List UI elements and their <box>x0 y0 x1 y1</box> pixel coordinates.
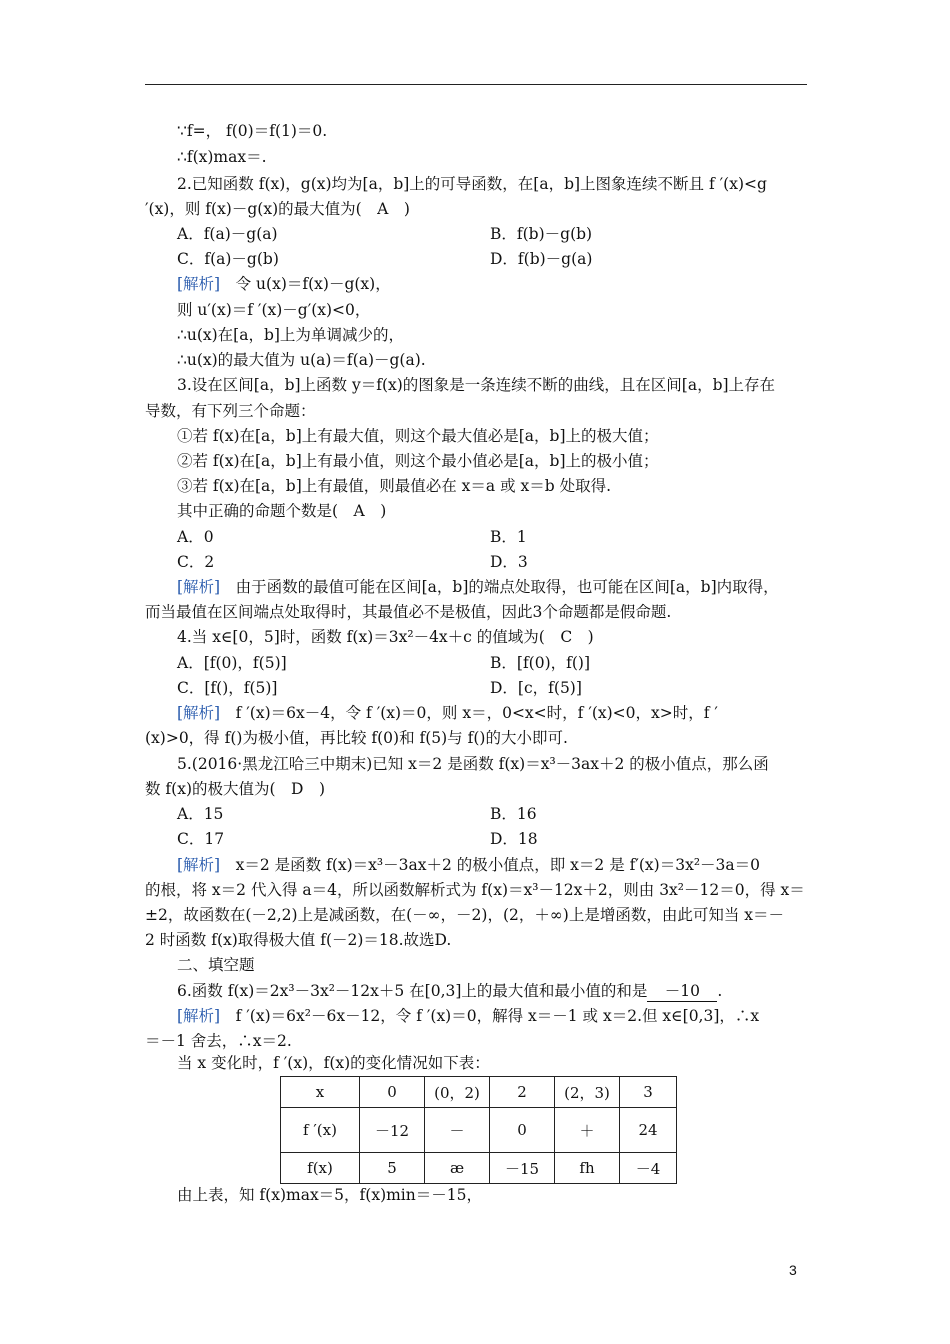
table-cell: fh <box>555 1153 620 1184</box>
question-6-text: 6.函数 f(x)＝2x³－3x²－12x＋5 在[0,3]上的最大值和最小值的和是 <box>177 982 648 1000</box>
text-line: 的根，将 x＝2 代入得 a＝4，所以函数解析式为 f(x)＝x³－12x＋2，则由 3x²－12＝0，得 x＝ <box>145 881 805 899</box>
answer-blank: －10 <box>647 981 717 1002</box>
table-row <box>281 1108 677 1153</box>
analysis-line <box>177 274 391 294</box>
analysis-tag: [解析] <box>177 275 221 293</box>
text-line: ∵f=， f(0)＝f(1)＝0. <box>177 122 328 140</box>
question-2-stem: 2.已知函数 f(x)，g(x)均为[a，b]上的可导函数，在[a，b]上图象连续不断且 f ′(x)<g <box>177 175 767 193</box>
question-6-stem <box>177 981 722 1002</box>
text-line: ∴u(x)在[a，b]上为单调减少的， <box>177 326 404 344</box>
option-b: B．f(b)－g(b) <box>490 225 593 243</box>
analysis-text: f ′(x)＝6x²－6x－12，令 f ′(x)＝0，解得 x＝－1 或 x＝2.但 x∈[0,3]，∴x <box>235 1007 760 1025</box>
option-c: C．f(a)－g(b) <box>177 250 279 268</box>
option-c: C．17 <box>177 830 225 848</box>
question-3-stem-cont: 导数，有下列三个命题： <box>145 402 316 420</box>
option-a: A．15 <box>177 805 224 823</box>
text-line: 则 u′(x)＝f ′(x)－g′(x)<0， <box>177 301 371 319</box>
question-5-stem-cont: 数 f(x)的极大值为( D ) <box>145 780 326 798</box>
table-cell: æ <box>425 1153 490 1184</box>
option-c: C．[f()，f(5)] <box>177 679 278 697</box>
option-d: D．f(b)－g(a) <box>490 250 593 268</box>
table-cell: 24 <box>620 1108 677 1153</box>
table-cell: 2 <box>490 1077 555 1108</box>
question-2-stem-cont: ′(x)，则 f(x)－g(x)的最大值为( A ) <box>145 200 410 218</box>
question-5-stem: 5.(2016·黑龙江哈三中期末)已知 x＝2 是函数 f(x)＝x³－3ax＋2 的极小值点，那么函 <box>177 755 769 773</box>
option-a: A．f(a)－g(a) <box>177 225 278 243</box>
text-line: ∴f(x)max＝. <box>177 148 267 166</box>
page-number: 3 <box>789 1262 797 1278</box>
table-cell: x <box>281 1077 360 1108</box>
option-b: B．1 <box>490 528 527 546</box>
analysis-text: f ′(x)＝6x－4，令 f ′(x)＝0，则 x＝，0<x<时，f ′(x)<0，x>时，f ′ <box>235 704 718 722</box>
table-row <box>281 1077 677 1108</box>
text-line: ＝－1 舍去，∴x＝2. <box>145 1032 292 1050</box>
table-row <box>281 1153 677 1184</box>
analysis-tag: [解析] <box>177 578 221 596</box>
text-line: 其中正确的命题个数是( A ) <box>177 502 387 520</box>
proposition-3: ③若 f(x)在[a，b]上有最值，则最值必在 x＝a 或 x＝b 处取得. <box>177 477 612 495</box>
table-cell: 3 <box>620 1077 677 1108</box>
text-line: 由上表，知 f(x)max＝5，f(x)min＝－15， <box>177 1186 482 1204</box>
table-cell: 0 <box>490 1108 555 1153</box>
analysis-tag: [解析] <box>177 856 221 874</box>
text-line: (x)>0，得 f()为极小值，再比较 f(0)和 f(5)与 f()的大小即可. <box>145 729 568 747</box>
table-cell: (2，3) <box>555 1077 620 1108</box>
option-a: A．[f(0)，f(5)] <box>177 654 287 672</box>
table-cell: ＋ <box>555 1108 620 1153</box>
analysis-text: 由于函数的最值可能在区间[a，b]的端点处取得，也可能在区间[a，b]内取得， <box>235 578 779 596</box>
proposition-1: ①若 f(x)在[a，b]上有最大值，则这个最大值必是[a，b]上的极大值； <box>177 427 659 445</box>
analysis-text: x＝2 是函数 f(x)＝x³－3ax＋2 的极小值点，即 x＝2 是 f′(x)＝3x²－3a＝0 <box>235 856 761 874</box>
analysis-line <box>177 577 779 597</box>
table-cell: f ′(x) <box>281 1108 360 1153</box>
option-b: B．16 <box>490 805 537 823</box>
table-cell: －4 <box>620 1153 677 1184</box>
option-d: D．[c，f(5)] <box>490 679 582 697</box>
text-line: ±2，故函数在(－2,2)上是减函数，在(－∞，－2)，(2，＋∞)上是增函数，由此可知当 x＝－ <box>145 906 784 924</box>
text-line: ∴u(x)的最大值为 u(a)＝f(a)－g(a). <box>177 351 426 369</box>
option-d: D．18 <box>490 830 538 848</box>
option-b: B．[f(0)，f()] <box>490 654 591 672</box>
analysis-tag: [解析] <box>177 704 221 722</box>
table-cell: f(x) <box>281 1153 360 1184</box>
analysis-line <box>177 855 760 875</box>
analysis-tag: [解析] <box>177 1007 221 1025</box>
period: . <box>717 982 723 1000</box>
question-3-stem: 3.设在区间[a，b]上函数 y＝f(x)的图象是一条连续不断的曲线，且在区间[a，b]上存在 <box>177 376 776 394</box>
table-cell: － <box>425 1108 490 1153</box>
proposition-2: ②若 f(x)在[a，b]上有最小值，则这个最小值必是[a，b]上的极小值； <box>177 452 659 470</box>
text-line: 当 x 变化时，f ′(x)，f(x)的变化情况如下表： <box>177 1054 490 1072</box>
text-line: 而当最值在区间端点处取得时，其最值必不是极值，因此3个命题都是假命题. <box>145 603 672 621</box>
table-cell: 0 <box>360 1077 425 1108</box>
analysis-line <box>177 1006 759 1026</box>
option-c: C．2 <box>177 553 215 571</box>
option-a: A．0 <box>177 528 214 546</box>
header-rule <box>145 84 807 85</box>
table-cell: －12 <box>360 1108 425 1153</box>
table-cell: 5 <box>360 1153 425 1184</box>
text-line: 2 时函数 f(x)取得极大值 f(－2)＝18.故选D. <box>145 931 452 949</box>
analysis-line <box>177 703 718 723</box>
question-4-stem: 4.当 x∈[0，5]时，函数 f(x)＝3x²－4x＋c 的值域为( C ) <box>177 628 594 646</box>
option-d: D．3 <box>490 553 528 571</box>
variation-table <box>280 1076 677 1184</box>
table-cell: －15 <box>490 1153 555 1184</box>
section-heading: 二、填空题 <box>177 956 255 974</box>
table-cell: (0，2) <box>425 1077 490 1108</box>
analysis-text: 令 u(x)＝f(x)－g(x)， <box>235 275 391 293</box>
